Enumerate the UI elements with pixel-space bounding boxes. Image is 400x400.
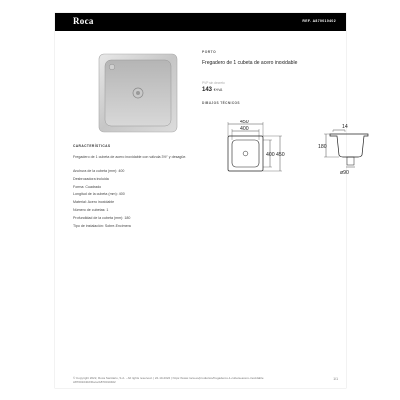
dim-drain: ø90 bbox=[340, 170, 349, 176]
spec-item: Anchura de la cubeta (mm): 400 bbox=[73, 169, 125, 173]
footer bbox=[73, 376, 303, 384]
spec-item: Profundidad de la cubeta (mm): 180 bbox=[73, 215, 131, 220]
spec-item: Número de cubetas: 1 bbox=[73, 207, 109, 212]
dim-outer-depth: 450 bbox=[276, 152, 285, 158]
price-label: PVP sin decreto bbox=[202, 81, 225, 85]
price bbox=[202, 87, 222, 93]
dim-bowl-depth: 180 bbox=[318, 144, 327, 150]
spec-item: Forma: Cuadrado bbox=[73, 184, 102, 189]
spec-item: Longitud de la cubeta (mm): 400 bbox=[73, 192, 125, 197]
page-number: 1/1 bbox=[333, 377, 338, 381]
spec-item: Tipo de instalación: Sobre-Encimera bbox=[73, 223, 131, 228]
spec-item: Material: Acero inoxidable bbox=[73, 200, 115, 205]
product-series: PORTO bbox=[202, 50, 217, 54]
footer-copyright[interactable]: © Copyright 2022, Roca Sanitario, S.A. - All rights reserved. | 22-10-2022 | https://www.roca.es/productos/fregaderos-1-cubeta-acero-inoxidable bbox=[73, 376, 264, 380]
spec-list bbox=[73, 168, 131, 230]
technical-drawing bbox=[218, 120, 393, 182]
brand-logo[interactable]: Roca bbox=[73, 16, 94, 26]
technical-drawings-heading: DIBUJOS TÉCNICOS bbox=[202, 101, 240, 105]
footer-reference: A870010402/Roca/A870010402 bbox=[73, 380, 116, 384]
dim-inner-width: 400 bbox=[240, 126, 249, 132]
spec-sheet-page bbox=[55, 13, 349, 388]
header-bar bbox=[55, 13, 346, 31]
dim-inner-depth: 400 bbox=[266, 152, 275, 158]
dim-outer-width: 450 bbox=[240, 120, 249, 125]
price-value: 143 bbox=[202, 87, 213, 93]
product-reference: REF. A870010402 bbox=[302, 19, 336, 23]
product-description: Fregadero de 1 cubeta de acero inoxidable con válvula 3½" y desagüe. bbox=[73, 155, 187, 159]
dim-rim: 14 bbox=[342, 124, 348, 130]
price-unit: €+IVA bbox=[213, 88, 223, 92]
product-title: Fregadero de 1 cubeta de acero inoxidable bbox=[202, 60, 298, 66]
spec-item: Desbrozadora incluida bbox=[73, 176, 109, 181]
characteristics-heading: CARACTERÍSTICAS bbox=[73, 144, 111, 148]
steel-sink-photo bbox=[98, 53, 178, 133]
